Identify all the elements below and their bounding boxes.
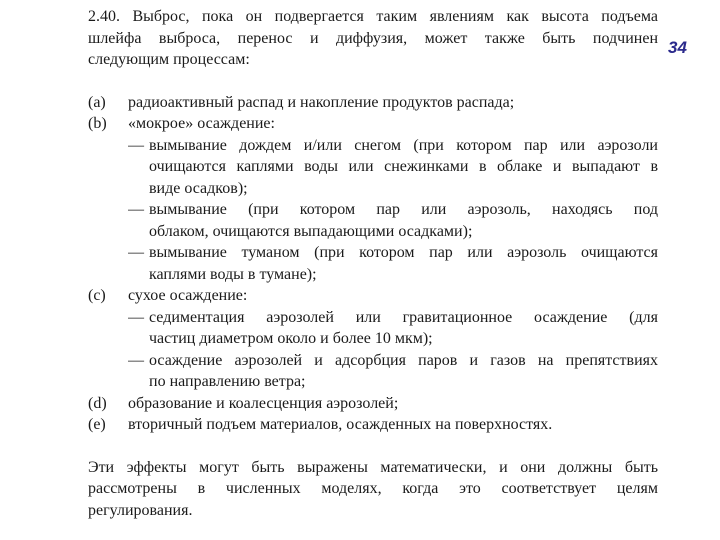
conclusion-line: Эти эффекты могут быть выражены математически, и они должны быть [88,458,658,476]
dash-marker: — [128,201,144,218]
sub-item-line: вымывание (при котором пар или аэрозоль, находясь под [149,201,658,218]
sub-item-line: осаждение аэрозолей и адсорбция паров и газов на препятствиях [149,351,658,369]
intro-paragraph [88,6,658,71]
list-item-text: сухое осаждение: [128,287,248,304]
dash-marker: — [128,244,144,261]
sub-item-line: облаком, очищаются выпадающими осадками); [149,222,473,240]
list-marker: (e) [88,416,106,433]
list-item-text: образование и коалесценция аэрозолей; [128,394,399,412]
sub-item-line: седиментация аэрозолей или гравитационное осаждение (для [149,308,658,326]
list-marker: (c) [88,287,106,304]
dash-marker: — [128,351,144,369]
list-item [88,285,658,393]
list-item-text: радиоактивный распад и накопление продуктов распада; [128,93,515,111]
process-list [88,92,658,436]
dash-marker: — [128,308,144,326]
list-item-text: «мокрое» осаждение: [128,115,275,132]
conclusion-line: рассмотрены в численных моделях, когда это соответствует целям [88,480,658,497]
page-number: 34 [668,38,687,57]
intro-line: следующим процессам: [88,51,250,68]
sub-item-line: вымывание дождем и/или снегом (при котором пар или аэрозоли [149,136,658,154]
sub-item-line: вымывание туманом (при котором пар или аэрозоль очищаются [149,244,658,261]
conclusion-line: регулирования. [88,501,193,519]
sub-item [128,307,658,350]
list-item [88,393,658,415]
sub-item-line: по направлению ветра; [149,373,306,390]
sub-item-line: очищаются каплями воды или снежинками в облаке и выпадают в [149,158,658,175]
list-marker: (d) [88,394,107,412]
sub-item-line: виде осадков); [149,179,248,197]
list-marker: (b) [88,115,107,132]
list-marker: (a) [88,93,106,111]
intro-line: 2.40. Выброс, пока он подвергается таким явлениям как высота подъема [88,8,658,25]
sub-item [128,242,658,285]
list-item [88,414,658,436]
sub-item [128,199,658,242]
document-body [88,6,658,540]
sub-item-line: каплями воды в тумане); [149,265,317,283]
intro-line: шлейфа выброса, перенос и диффузия, может также быть подчинен [88,29,658,47]
conclusion-paragraph [88,457,658,522]
sub-item [128,350,658,393]
list-item [88,113,658,285]
sub-item [128,135,658,200]
dash-marker: — [128,136,144,154]
sub-item-line: частиц диаметром около и более 10 мкм); [149,330,433,347]
list-item [88,92,658,114]
list-item-text: вторичный подъем материалов, осажденных на поверхностях. [128,416,553,433]
